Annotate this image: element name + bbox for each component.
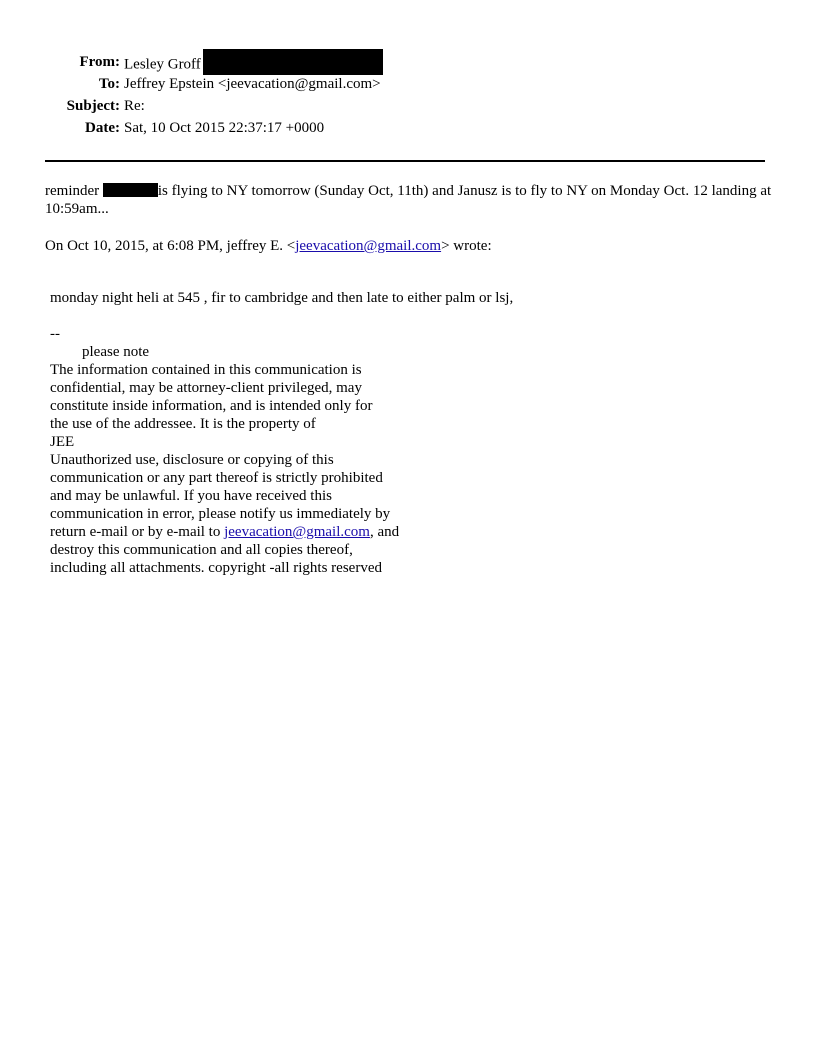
signature-email-link[interactable]: jeevacation@gmail.com — [224, 524, 370, 540]
reply-text-end: is flying to NY tomorrow (Sunday Oct, 11th) and Janusz is to fly to NY on Monday Oct. 12 landing at 10:59am... — [45, 183, 772, 217]
from-label: From: — [79, 54, 120, 70]
signature-line: communication in error, please notify us immediately by — [50, 506, 391, 522]
quoted-message: monday night heli at 545 , fir to cambridge and then late to either palm or lsj, — [50, 290, 514, 306]
subject-row — [0, 96, 816, 118]
signature-line: JEE — [50, 434, 75, 450]
signature-email-prefix: return e-mail or by e-mail to — [50, 524, 225, 540]
email-header — [0, 52, 816, 140]
subject-value: Re: — [124, 98, 145, 114]
quote-intro-text: On Oct 10, 2015, at 6:08 PM, jeffrey E. < — [45, 238, 296, 254]
signature-block — [50, 325, 399, 577]
date-label: Date: — [85, 120, 120, 136]
signature-line: including all attachments. copyright -all rights reserved — [50, 560, 382, 576]
sender-email-link[interactable]: jeevacation@gmail.com — [295, 238, 442, 254]
date-value: Sat, 10 Oct 2015 22:37:17 +0000 — [124, 120, 325, 136]
signature-line: destroy this communication and all copies thereof, — [50, 542, 353, 558]
signature-line: The information contained in this communication is — [50, 362, 362, 378]
to-row — [0, 74, 816, 96]
reply-paragraph — [45, 182, 775, 218]
signature-line: and may be unlawful. If you have received this — [50, 488, 332, 504]
from-row — [0, 52, 816, 74]
signature-line: communication or any part thereof is strictly prohibited — [50, 470, 383, 486]
reply-text-start: reminder — [45, 183, 103, 199]
quote-intro-suffix: > wrote: — [441, 238, 492, 254]
to-label: To: — [98, 76, 120, 92]
from-value: Lesley Groff — [124, 56, 201, 73]
signature-line: confidential, may be attorney-client privileged, may — [50, 380, 362, 396]
date-row — [0, 118, 816, 140]
redaction-block — [103, 183, 158, 197]
signature-line: constitute inside information, and is intended only for — [50, 398, 373, 414]
subject-label: Subject: — [66, 98, 120, 114]
to-value: Jeffrey Epstein <jeevacation@gmail.com> — [124, 76, 381, 92]
header-divider — [45, 160, 765, 162]
signature-email-line — [50, 523, 399, 541]
signature-separator: -- — [50, 326, 60, 342]
signature-line: the use of the addressee. It is the property of — [50, 416, 316, 432]
quote-intro — [45, 237, 775, 255]
signature-email-suffix: , and — [369, 524, 400, 540]
signature-note: please note — [82, 344, 150, 360]
signature-line: Unauthorized use, disclosure or copying of this — [50, 452, 334, 468]
redaction-block — [203, 49, 383, 75]
